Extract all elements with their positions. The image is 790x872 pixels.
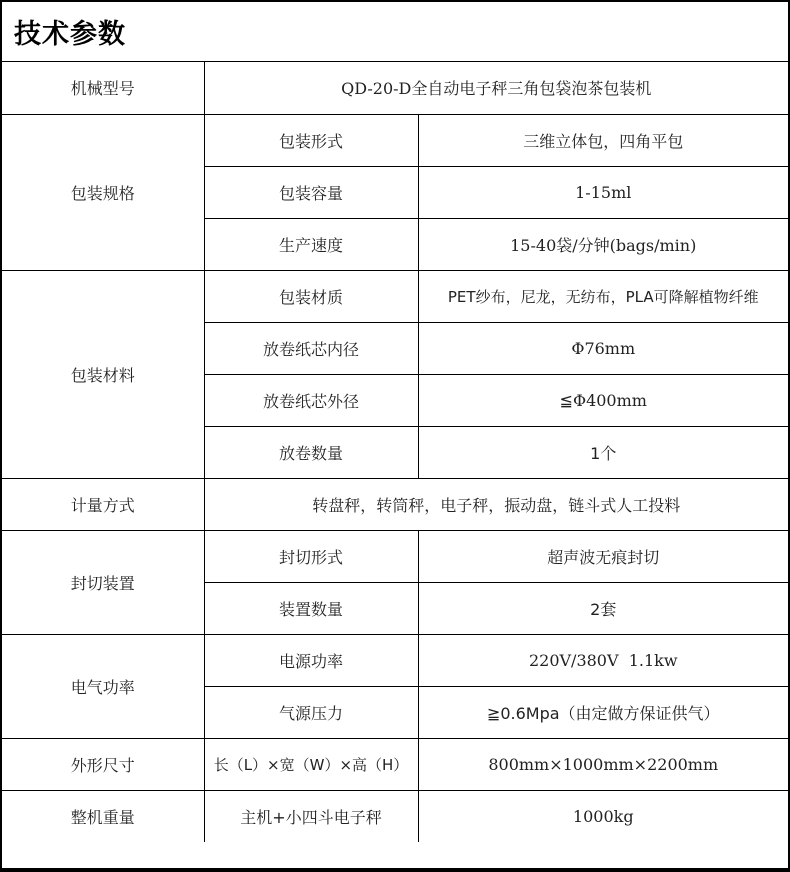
spec-item-name: 放卷纸芯内径 [204,322,418,374]
table-row [2,530,788,582]
table-row [2,62,788,114]
spec-item-name: 电源功率 [204,634,418,686]
spec-item-name: 气源压力 [204,686,418,738]
spec-item-name: 放卷纸芯外径 [204,374,418,426]
spec-item-name: 包装形式 [204,114,418,166]
spec-item-value: ≧0.6Mpa（由定做方保证供气） [418,686,788,738]
spec-item-value: 2套 [418,582,788,634]
table-row [2,270,788,322]
weight-label: 整机重量 [2,790,204,842]
spec-item-value: Φ76mm [418,322,788,374]
model-value: QD-20-D全自动电子秤三角包袋泡茶包装机 [204,62,788,114]
table-row [2,114,788,166]
spec-item-value: 1个 [418,426,788,478]
metering-value: 转盘秤，转筒秤，电子秤，振动盘，链斗式人工投料 [204,478,788,530]
spec-item-name: 装置数量 [204,582,418,634]
metering-label: 计量方式 [2,478,204,530]
sealing-label: 封切装置 [2,530,204,634]
spec-item-name: 包装容量 [204,166,418,218]
spec-item-value: 220V/380V 1.1kw [418,634,788,686]
spec-item-value: 15-40袋/分钟(bags/min) [418,218,788,270]
spec-table [2,62,788,842]
dimensions-label: 外形尺寸 [2,738,204,790]
spec-item-value: 800mm×1000mm×2200mm [418,738,788,790]
spec-item-value: 1-15ml [418,166,788,218]
spec-item-name: 长（L）×宽（W）×高（H） [204,738,418,790]
model-label: 机械型号 [2,62,204,114]
power-label: 电气功率 [2,634,204,738]
spec-item-name: 封切形式 [204,530,418,582]
table-row [2,790,788,842]
packing-spec-label: 包装规格 [2,114,204,270]
spec-item-name: 主机+小四斗电子秤 [204,790,418,842]
table-row [2,738,788,790]
spec-item-value: PET纱布，尼龙，无纺布，PLA可降解植物纤维 [418,270,788,322]
title-bar [2,2,788,62]
spec-item-value: 1000kg [418,790,788,842]
spec-item-name: 生产速度 [204,218,418,270]
spec-item-value: 超声波无痕封切 [418,530,788,582]
table-row [2,478,788,530]
spec-item-name: 包装材质 [204,270,418,322]
spec-item-value: 三维立体包，四角平包 [418,114,788,166]
spec-item-value: ≦Φ400mm [418,374,788,426]
spec-item-name: 放卷数量 [204,426,418,478]
table-row [2,634,788,686]
packing-material-label: 包装材料 [2,270,204,478]
page-title: 技术参数 [14,19,126,50]
